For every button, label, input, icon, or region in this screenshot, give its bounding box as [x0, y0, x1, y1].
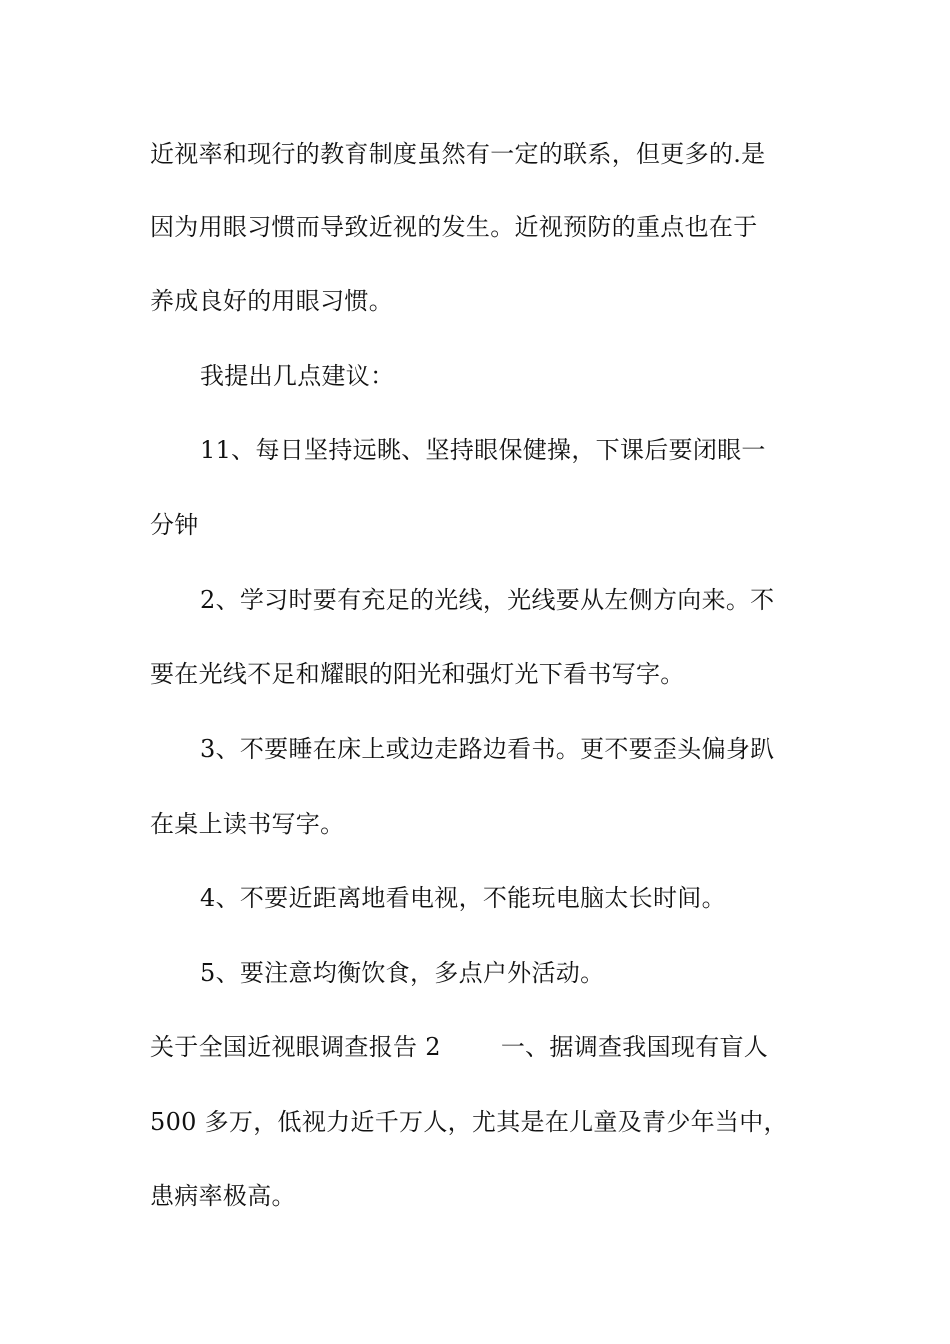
- suggestion-line: 分钟: [150, 511, 199, 539]
- report-line: 500 多万，低视力近千万人，尤其是在儿童及青少年当中，: [150, 1108, 788, 1136]
- paragraph-line: 近视率和现行的教育制度虽然有一定的联系，但更多的.是: [150, 140, 766, 168]
- report-text: 一、据调查我国现有盲人: [500, 1033, 769, 1061]
- report-line: 患病率极高。: [150, 1182, 296, 1210]
- suggestion-line: 5、要注意均衡饮食，多点户外活动。: [200, 959, 605, 987]
- report-title: 关于全国近视眼调查报告 2: [150, 1033, 441, 1061]
- suggestion-line: 在桌上读书写字。: [150, 810, 345, 838]
- suggestion-line: 2、学习时要有充足的光线，光线要从左侧方向来。不: [200, 586, 775, 614]
- suggestion-line: 要在光线不足和耀眼的阳光和强灯光下看书写字。: [150, 660, 685, 688]
- suggestion-line: 4、不要近距离地看电视，不能玩电脑太长时间。: [200, 884, 726, 912]
- paragraph-line: 养成良好的用眼习惯。: [150, 287, 393, 315]
- suggestion-line: 11、每日坚持远眺、坚持眼保健操，下课后要闭眼一: [200, 436, 766, 464]
- suggestion-line: 3、不要睡在床上或边走路边看书。更不要歪头偏身趴: [200, 735, 775, 763]
- report-heading-line: [150, 1031, 768, 1063]
- suggestions-intro: 我提出几点建议：: [200, 362, 395, 390]
- paragraph-line: 因为用眼习惯而导致近视的发生。近视预防的重点也在于: [150, 213, 758, 241]
